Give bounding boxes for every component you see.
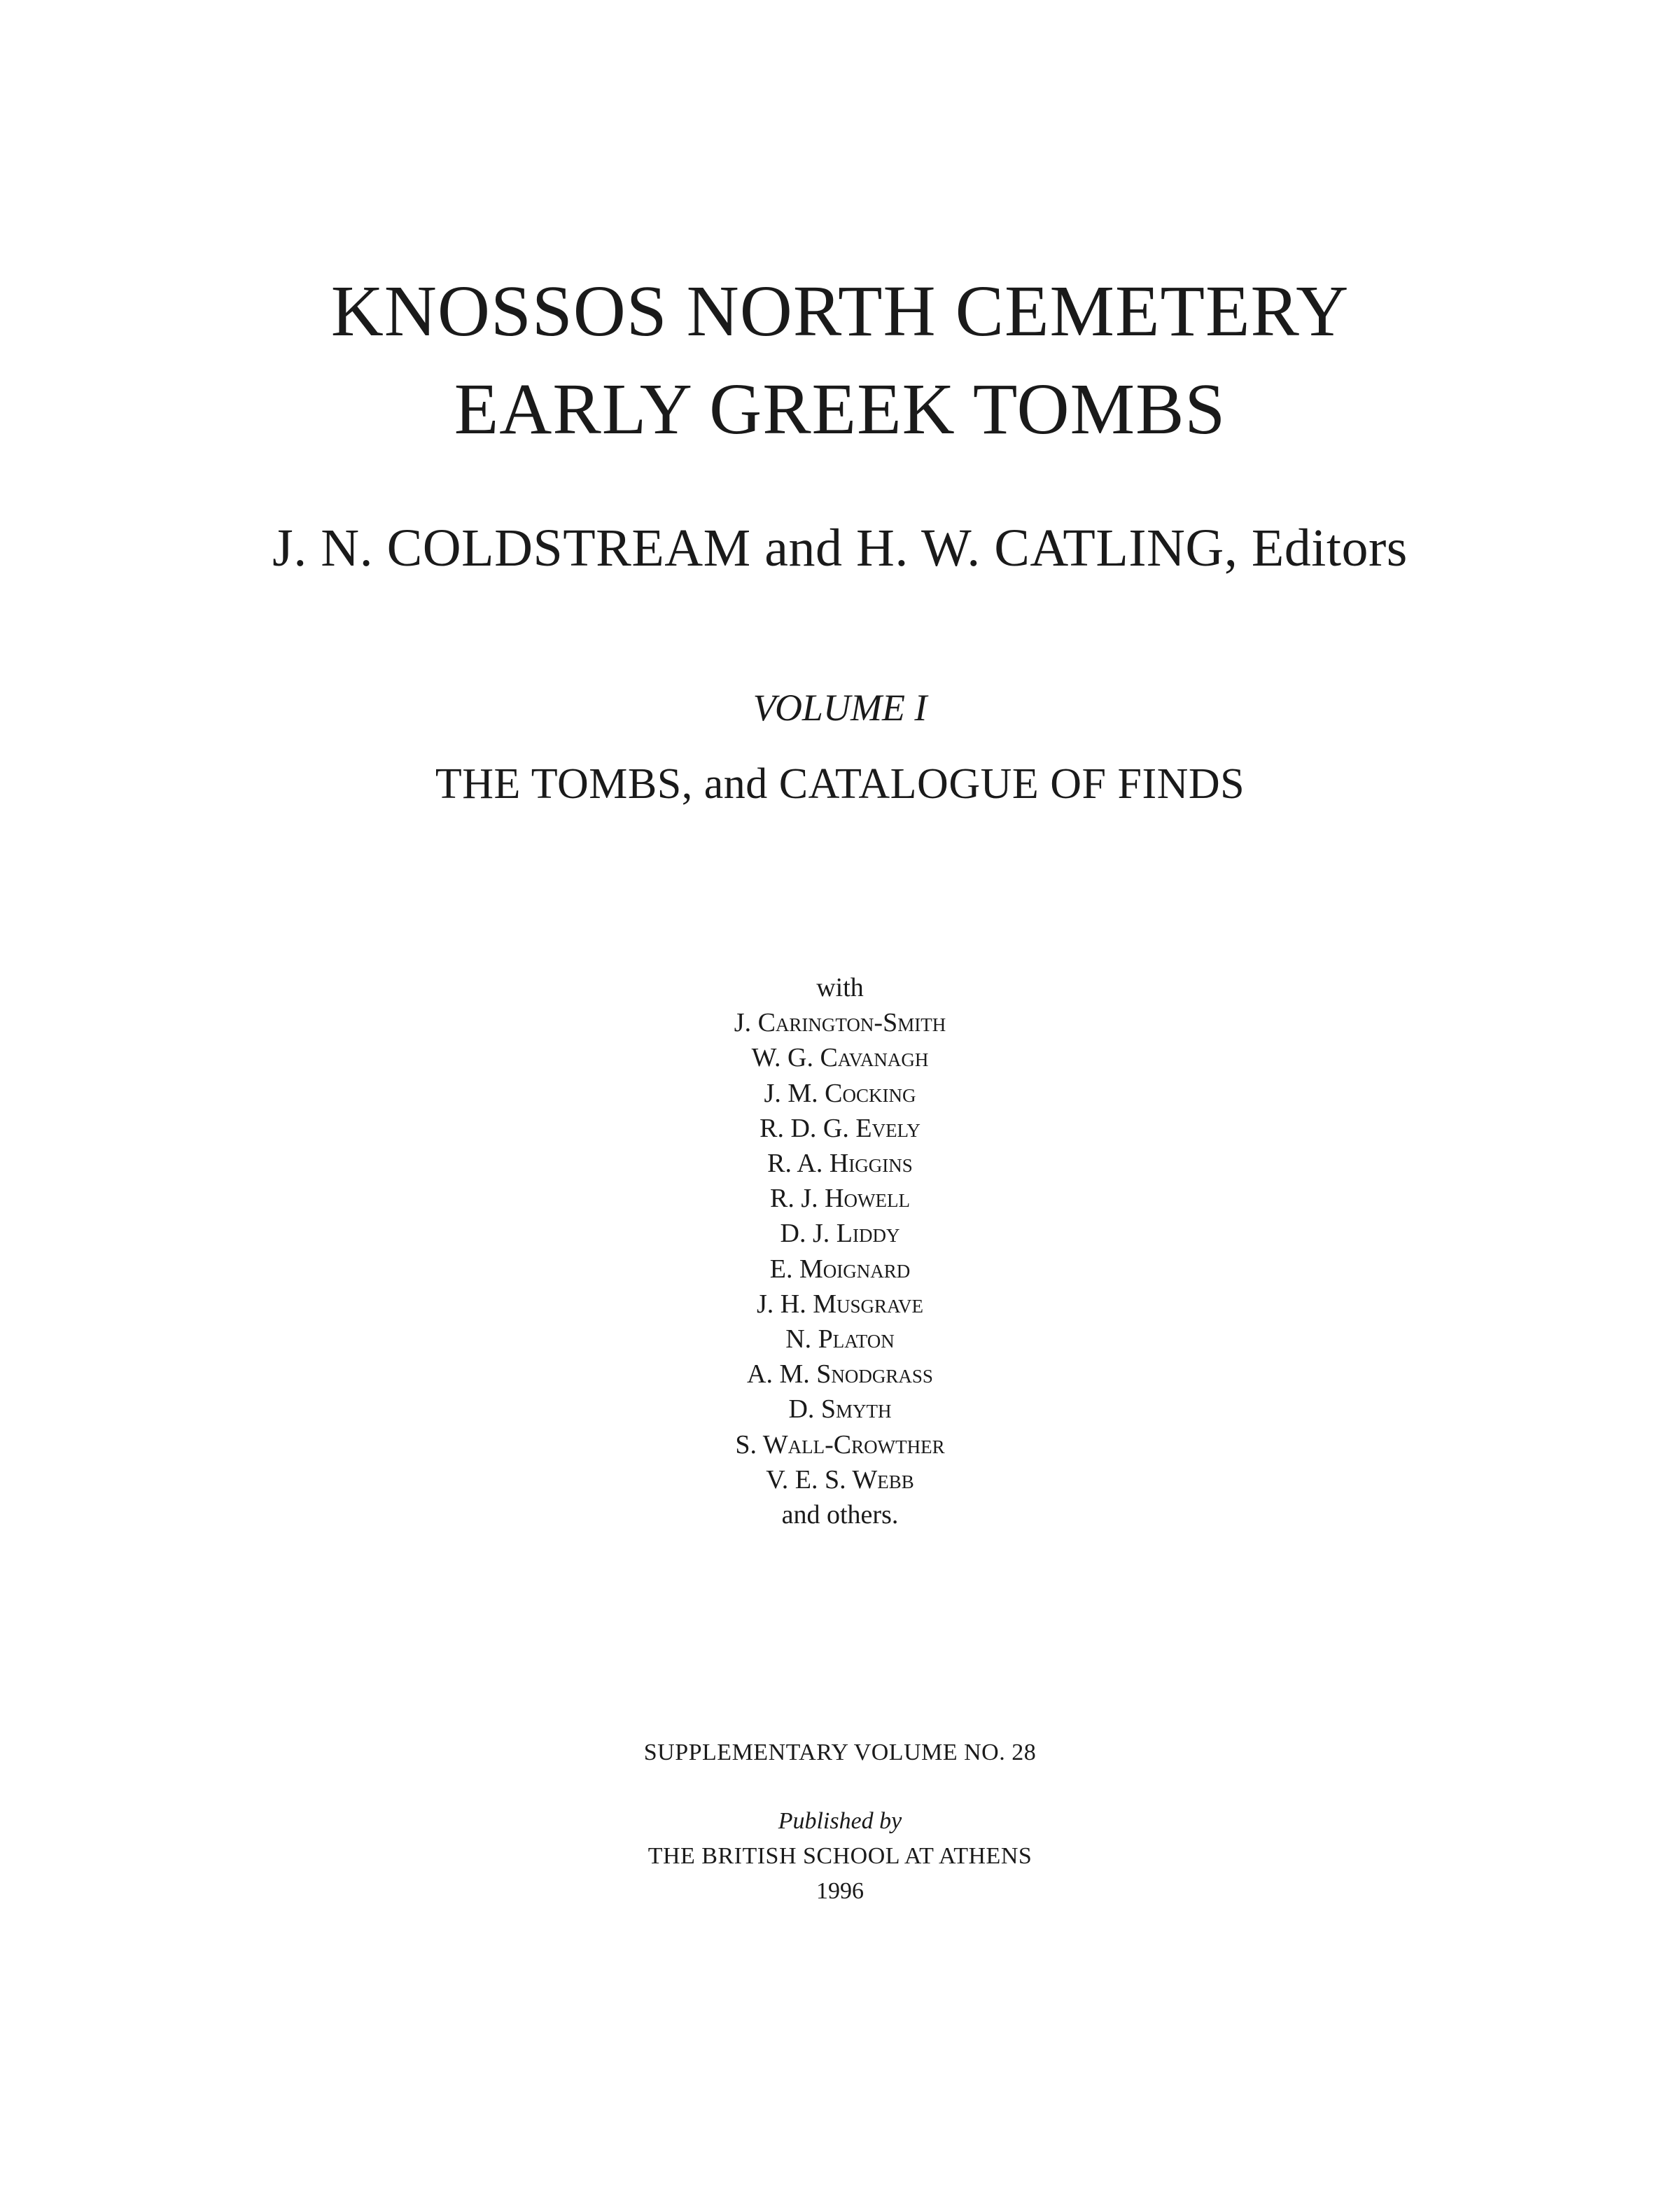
contributor-name: S. Wall-Crowther <box>735 1429 945 1460</box>
publication-year: 1996 <box>816 1878 864 1904</box>
contributor-name: D. Smyth <box>788 1394 892 1424</box>
contributor-name: J. M. Cocking <box>764 1078 916 1108</box>
published-by-label: Published by <box>778 1808 902 1834</box>
volume-subtitle: THE TOMBS, and CATALOGUE OF FINDS <box>435 760 1245 808</box>
contributor-name: J. Carington-Smith <box>734 1008 946 1038</box>
contributor-name: E. Moignard <box>769 1254 911 1284</box>
contributor-name: W. G. Cavanagh <box>751 1043 929 1073</box>
volume-label: VOLUME I <box>752 687 927 729</box>
with-label: with <box>816 973 864 1002</box>
title-line-2: EARLY GREEK TOMBS <box>454 369 1226 449</box>
publisher-name: THE BRITISH SCHOOL AT ATHENS <box>648 1843 1032 1869</box>
series-label: SUPPLEMENTARY VOLUME NO. 28 <box>643 1740 1037 1765</box>
editors-line: J. N. COLDSTREAM and H. W. CATLING, Editors <box>272 519 1408 578</box>
contributors-list <box>0 970 1680 1532</box>
contributor-name: N. Platon <box>785 1324 895 1354</box>
contributor-name: R. D. G. Evely <box>760 1113 920 1143</box>
contributor-name: D. J. Liddy <box>780 1219 900 1249</box>
and-others-label: and others. <box>781 1500 899 1530</box>
title-line-1: KNOSSOS NORTH CEMETERY <box>330 271 1350 351</box>
contributor-name: V. E. S. Webb <box>766 1464 914 1494</box>
contributor-name: R. J. Howell <box>769 1184 911 1214</box>
contributor-name: A. M. Snodgrass <box>747 1359 933 1390</box>
contributor-name: R. A. Higgins <box>767 1149 913 1179</box>
contributor-name: J. H. Musgrave <box>756 1289 924 1319</box>
